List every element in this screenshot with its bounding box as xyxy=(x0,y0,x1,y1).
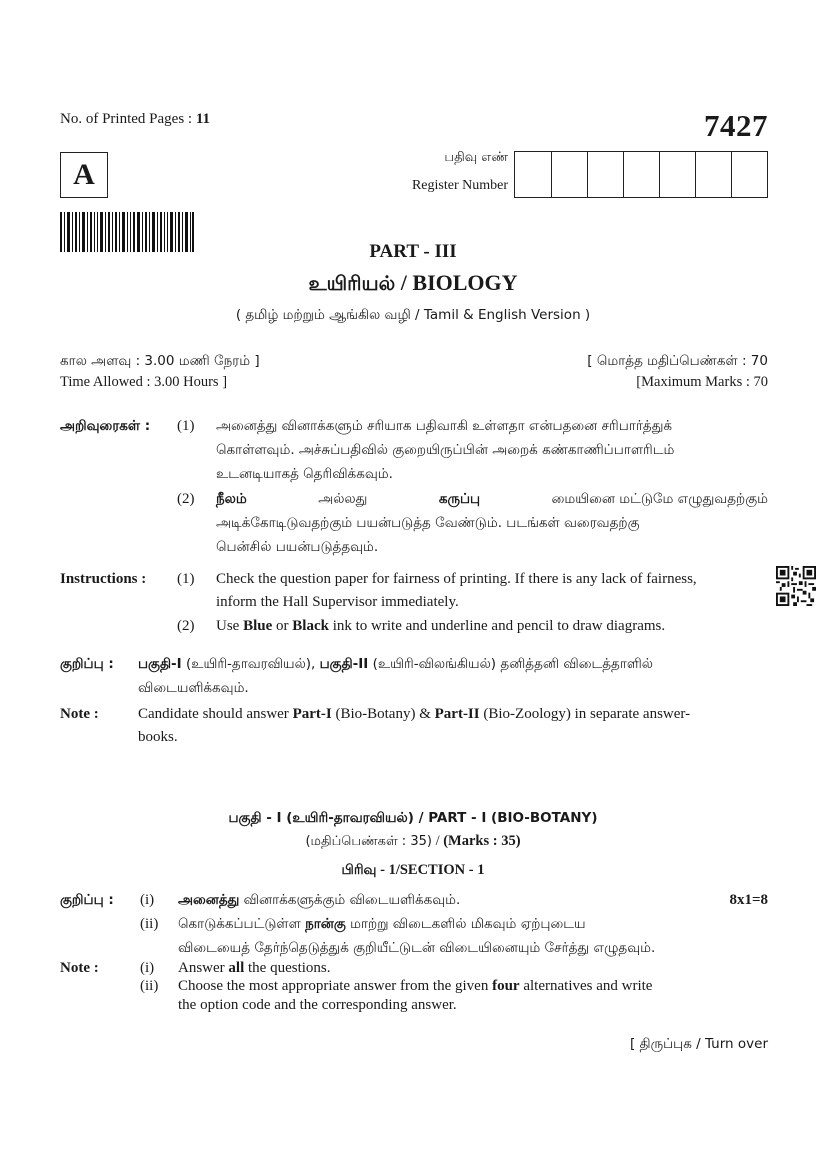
version-line: ( தமிழ் மற்றும் ஆங்கில வழி / Tamil & English Version ) xyxy=(235,307,591,323)
ink-rest-ta: மையினை மட்டுமே எழுதுவதற்கும் xyxy=(551,491,768,507)
part1-ta: பகுதி-I xyxy=(138,656,182,672)
alternatives-ta: மாற்று விடைகளில் மிகவும் ஏற்புடைய xyxy=(345,916,586,932)
instructions-en-item1-line1: Check the question paper for fairness of printing. If there is any lack of fairness, xyxy=(216,571,697,587)
instructions-ta-item2-num: (2) xyxy=(177,491,195,507)
section-heading-text: பகுதி - I (உயிரி-தாவரவியல்) / PART - I (BIO-BOTANY) xyxy=(228,810,598,826)
register-label-ta: பதிவு எண் xyxy=(444,150,508,165)
time-allowed-en: Time Allowed : 3.00 Hours ] xyxy=(60,374,228,390)
section-sub-ta: பிரிவு xyxy=(341,862,377,878)
part1-ta-text: (உயிரி-தாவரவியல்), xyxy=(181,656,320,672)
answer-all-ta: வினாக்களுக்கும் விடையளிக்கவும். xyxy=(239,892,461,908)
subject-sep: / xyxy=(395,270,413,295)
printed-pages xyxy=(60,111,210,128)
ink-text: ink to write and underline and pencil to draw diagrams. xyxy=(328,618,666,634)
register-digit-cell[interactable] xyxy=(623,152,659,197)
turn-over xyxy=(630,1036,768,1054)
section-sub xyxy=(0,862,826,880)
register-digit-cell[interactable] xyxy=(695,152,731,197)
note-en-line2: books. xyxy=(138,729,178,745)
turn-over-text: [ திருப்புக / Turn over xyxy=(629,1036,768,1052)
register-digit-cell[interactable] xyxy=(551,152,587,197)
note-en-mid1: (Bio-Botany) & xyxy=(331,706,435,722)
questions-text: the questions. xyxy=(244,960,331,976)
note-en-part2: Part-II xyxy=(434,706,480,722)
section-marks-sep: / xyxy=(431,833,444,849)
all-ta: அனைத்து xyxy=(178,892,240,908)
instructions-ta-item1-line1: அனைத்து வினாக்களும் சரியாக பதிவாகி உள்ளதா என்பதனை சரிபார்த்துக் xyxy=(216,418,673,434)
part2-ta-text: (உயிரி-விலங்கியல்) தனித்தனி விடைத்தாளில் xyxy=(368,656,653,672)
register-digit-cell[interactable] xyxy=(731,152,767,197)
register-label-en: Register Number xyxy=(411,178,508,193)
section-note-ta-i-num: (i) xyxy=(140,892,155,908)
black-word: Black xyxy=(292,618,329,634)
qr-code xyxy=(776,566,816,606)
section-note-en-ii-line2: the option code and the corresponding answer. xyxy=(178,997,457,1013)
choose-text: Choose the most appropriate answer from the given xyxy=(178,978,493,994)
ink-black-ta: கருப்பு xyxy=(438,491,481,507)
use-text: Use xyxy=(216,618,244,634)
section-sub-en: - 1/SECTION - 1 xyxy=(376,862,485,878)
register-digit-cell[interactable] xyxy=(587,152,623,197)
note-ta-line2: விடையளிக்கவும். xyxy=(138,680,249,696)
ink-or-ta: அல்லது xyxy=(318,491,368,507)
section-note-ta-ii-num: (ii) xyxy=(140,916,159,932)
section-marks-ta: (மதிப்பெண்கள் : 35) xyxy=(305,834,432,849)
register-number-grid[interactable] xyxy=(514,151,768,198)
note-en-line1 xyxy=(138,706,690,723)
max-marks-en: [Maximum Marks : 70 xyxy=(636,374,768,390)
note-en-label: Note : xyxy=(60,706,99,722)
note-en-part1: Part-I xyxy=(292,706,332,722)
section-note-en-i-num: (i) xyxy=(140,960,155,976)
instructions-ta-item2-line1 xyxy=(216,491,768,509)
note-ta-label: குறிப்பு : xyxy=(60,656,114,672)
part-title: PART - III xyxy=(369,241,457,262)
time-allowed-ta: கால அளவு : 3.00 மணி நேரம் ] xyxy=(60,353,260,369)
subject-title xyxy=(0,270,826,298)
section-note-ta-ii-line1 xyxy=(178,916,586,934)
section-note-en-label: Note : xyxy=(60,960,99,976)
alternatives-text: alternatives and write xyxy=(519,978,653,994)
paper-code: 7427 xyxy=(704,108,768,143)
part2-ta: பகுதி-II xyxy=(319,656,369,672)
instructions-en-label: Instructions : xyxy=(60,571,147,587)
instructions-en-item1-num: (1) xyxy=(177,571,195,587)
all-word: all xyxy=(228,960,245,976)
instructions-en-item2-num: (2) xyxy=(177,618,195,634)
instructions-ta-item1-line3: உடனடியாகத் தெரிவிக்கவும். xyxy=(216,466,393,482)
four-word: four xyxy=(492,978,520,994)
instructions-ta-item2-line3: பென்சில் பயன்படுத்தவும். xyxy=(216,539,379,555)
given-ta: கொடுக்கப்பட்டுள்ள xyxy=(178,916,306,932)
ink-blue-ta: நீலம் xyxy=(216,491,247,507)
instructions-en-item1-line2: inform the Hall Supervisor immediately. xyxy=(216,594,459,610)
section-heading xyxy=(0,810,826,828)
instructions-ta-label: அறிவுரைகள் : xyxy=(60,418,151,434)
printed-pages-label: No. of Printed Pages : xyxy=(60,111,193,127)
register-digit-cell[interactable] xyxy=(659,152,695,197)
blue-word: Blue xyxy=(243,618,273,634)
note-en-mid2: (Bio-Zoology) in separate answer- xyxy=(479,706,691,722)
instructions-en-item2-line xyxy=(216,618,665,635)
section-note-en-i xyxy=(178,960,331,977)
section-note-ta-ii-line2: விடையைத் தேர்ந்தெடுத்துக் குறியீட்டுடன் விடையினையும் சேர்த்து எழுதவும். xyxy=(178,940,656,956)
note-ta-line1 xyxy=(138,656,653,674)
set-letter-box: A xyxy=(60,152,108,198)
section-note-en-ii-num: (ii) xyxy=(140,978,159,994)
section-note-en-ii-line1 xyxy=(178,978,652,995)
instructions-ta-item1-num: (1) xyxy=(177,418,195,434)
or-text: or xyxy=(272,618,293,634)
printed-pages-value: 11 xyxy=(195,111,211,127)
subject-en: BIOLOGY xyxy=(412,270,518,295)
section-note-ta-label: குறிப்பு : xyxy=(60,892,114,908)
register-digit-cell[interactable] xyxy=(515,152,551,197)
score-formula: 8x1=8 xyxy=(729,892,768,908)
section-note-ta-i xyxy=(178,892,460,910)
instructions-ta-item2-line2: அடிக்கோடிடுவதற்கும் பயன்படுத்த வேண்டும். படங்கள் வரைவதற்கு xyxy=(216,515,640,531)
note-en-pre: Candidate should answer xyxy=(138,706,293,722)
four-ta: நான்கு xyxy=(305,916,346,932)
subject-ta: உயிரியல் xyxy=(308,271,396,295)
answer-text: Answer xyxy=(178,960,229,976)
section-marks-en: (Marks : 35) xyxy=(443,833,521,849)
max-marks-ta: [ மொத்த மதிப்பெண்கள் : 70 xyxy=(587,353,768,369)
instructions-ta-item1-line2: கொள்ளவும். அச்சுப்பதிவில் குறையிருப்பின் அறைக் கண்காணிப்பாளரிடம் xyxy=(216,442,675,458)
section-marks xyxy=(0,833,826,850)
